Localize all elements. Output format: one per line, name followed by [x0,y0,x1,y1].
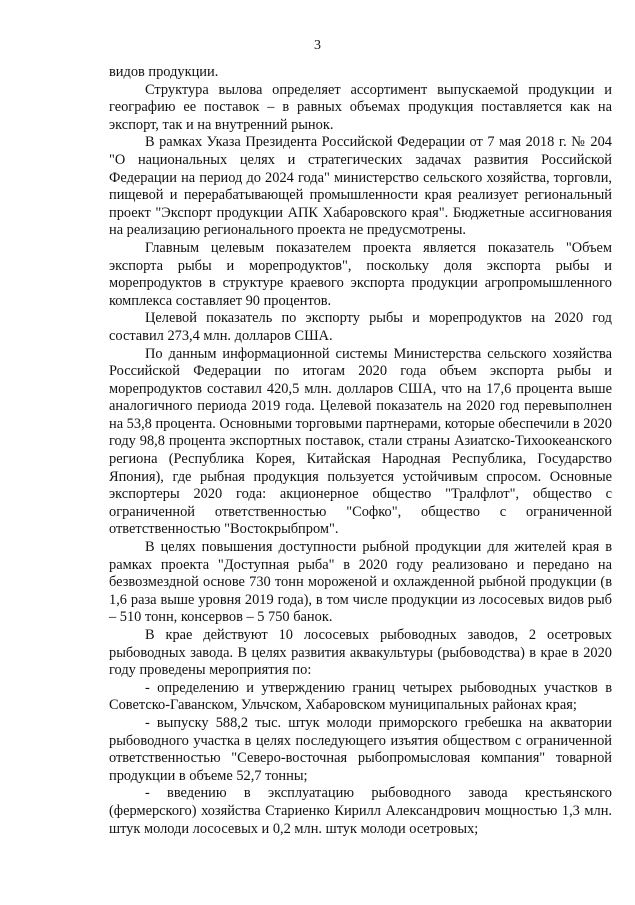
list-item-scallop-release: - выпуску 588,2 тыс. штук молоди приморского гребешка на акватории рыбоводного участка в целях последующего изъятия обществом с ограниченной ответственностью "Северо-восточная рыбопромысловая компания" товарной продукции в объеме 52,7 тонны; [109,714,612,784]
paragraph-export-results: По данным информационной системы Министерства сельского хозяйства Российской Федерации по итогам 2020 года объем экспорта рыбы и морепродуктов составил 420,5 млн. долларов США, что на 17,6 процента выше аналогичного периода 2019 года. Целевой показатель на 2020 год перевыполнен на 53,8 процента. Основными торговыми партнерами, которые обеспечили в 2020 году 98,8 процента экспортных поставок, стали страны Азиатско-Тихоокеанского региона (Республика Корея, Китайская Народная Республика, Государство Япония), где рыбная продукция пользуется устойчивым спросом. Основные экспортеры 2020 года: акционерное общество "Тралфлот", общество с ограниченной ответственностью "Софко", общество с ограниченной ответственностью "Востокрыбпром". [109,345,612,538]
list-item-hatchery-commissioning: - введению в эксплуатацию рыбоводного завода крестьянского (фермерского) хозяйства Стариенко Кирилл Александрович мощностью 1,3 млн. штук молоди лососевых и 0,2 млн. штук молоди осетровых; [109,785,612,837]
page-number: 3 [314,38,321,53]
list-item-fish-farming-plots: - определению и утверждению границ четырех рыбоводных участков в Советско-Гаванском, Ульчском, Хабаровском муниципальных районах края; [109,679,612,714]
paragraph-fish-hatcheries: В крае действуют 10 лососевых рыбоводных заводов, 2 осетровых рыбоводных завода. В целях развития аквакультуры (рыбоводства) в крае в 2020 году проведены мероприятия по: [109,627,612,679]
paragraph-main-target-indicator: Главным целевым показателем проекта является показатель "Объем экспорта рыбы и морепродуктов", поскольку доля экспорта рыбы и морепродуктов в структуре краевого экспорта продукции агропромышленного комплекса составляет 90 процентов. [109,239,612,309]
paragraph-affordable-fish: В целях повышения доступности рыбной продукции для жителей края в рамках проекта "Доступная рыба" в 2020 году реализовано и передано на безвозмездной основе 730 тонн мороженой и охлажденной рыбной продукции (в 1,6 раза выше уровня 2019 года), в том числе продукции из лососевых видов рыб – 510 тонн, консервов – 5 750 банок. [109,539,612,626]
paragraph-continuation: видов продукции. [109,64,219,80]
paragraph-target-value-2020: Целевой показатель по экспорту рыбы и морепродуктов на 2020 год составил 273,4 млн. долларов США. [109,310,612,344]
paragraph-catch-structure: Структура вылова определяет ассортимент выпускаемой продукции и географию ее поставок – в равных объемах продукция поставляется как на экспорт, так и на внутренний рынок. [109,81,612,133]
document-body [109,64,612,838]
paragraph-presidential-decree: В рамках Указа Президента Российской Федерации от 7 мая 2018 г. № 204 "О национальных целях и стратегических задачах развития Российской Федерации на период до 2024 года" министерство сельского хозяйства, торговли, пищевой и перерабатывающей промышленности края реализует региональный проект "Экспорт продукции АПК Хабаровского края". Бюджетные ассигнования на реализацию регионального проекта не предусмотрены. [109,134,612,239]
